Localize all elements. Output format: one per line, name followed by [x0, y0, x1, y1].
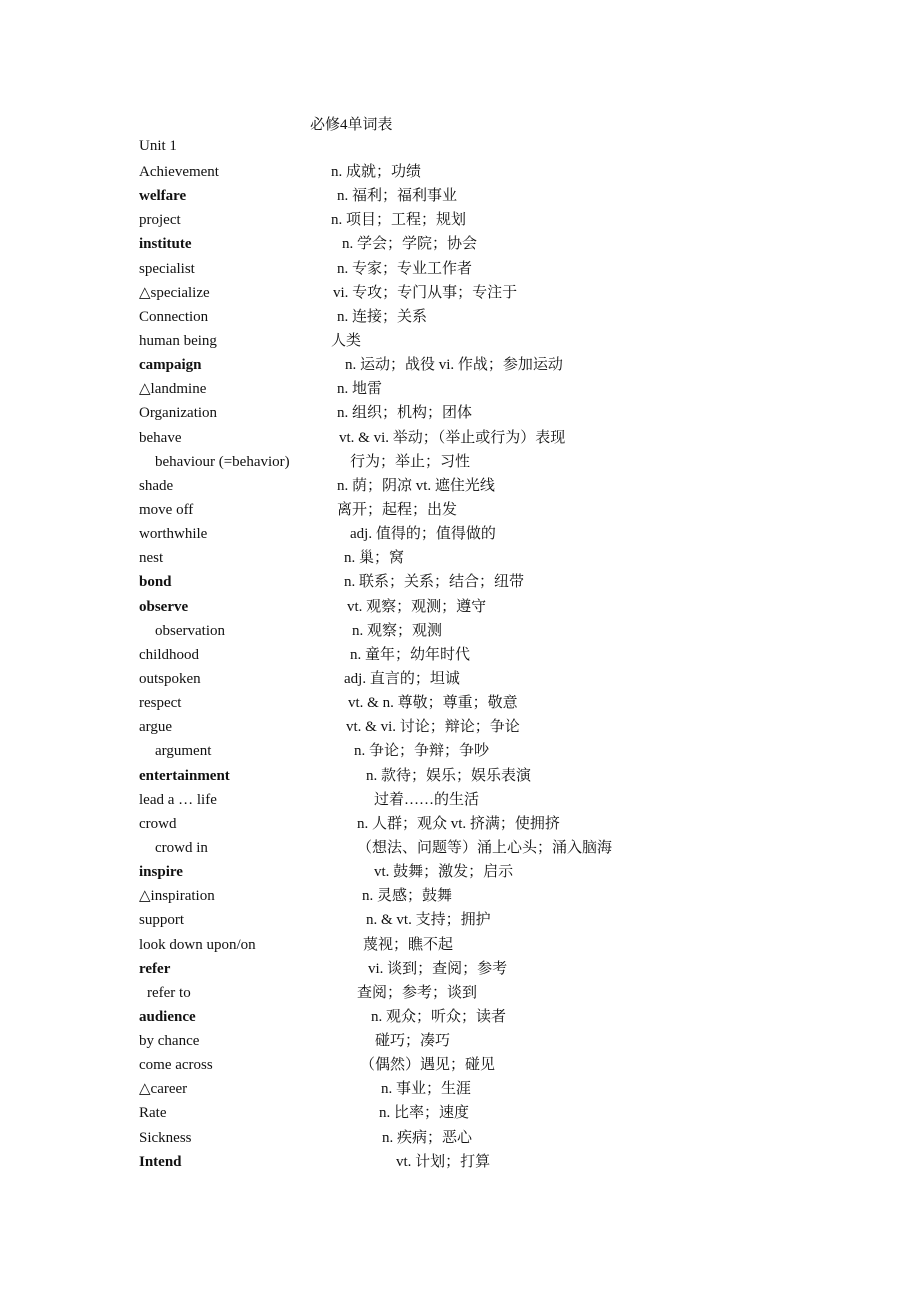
- vocab-row: [0, 1053, 920, 1077]
- vocab-word: audience: [139, 1008, 196, 1025]
- vocab-meaning: 查阅；参考；谈到: [357, 984, 478, 1001]
- vocab-row: [0, 619, 920, 643]
- vocab-row: [0, 450, 920, 474]
- vocab-meaning: vt. & vi. 举动；（举止或行为）表现: [339, 429, 566, 446]
- vocab-row: [0, 933, 920, 957]
- vocab-word: human being: [139, 332, 217, 349]
- vocabulary-list: [0, 160, 920, 1174]
- unit-heading: Unit 1: [139, 138, 177, 154]
- vocab-word: move off: [139, 501, 194, 518]
- vocab-word: outspoken: [139, 670, 201, 687]
- vocab-meaning: vt. 计划；打算: [396, 1153, 491, 1170]
- vocab-word: △specialize: [139, 284, 210, 301]
- vocab-meaning: n. 疾病；恶心: [382, 1129, 473, 1146]
- vocab-row: [0, 184, 920, 208]
- vocab-row: [0, 498, 920, 522]
- vocab-meaning: n. 联系；关系；结合；纽带: [344, 574, 525, 591]
- vocab-meaning: n. 巢；窝: [344, 550, 405, 567]
- vocab-word: shade: [139, 477, 174, 494]
- vocab-meaning: n. & vt. 支持；拥护: [366, 912, 491, 929]
- vocab-meaning: n. 观察；观测: [352, 622, 443, 639]
- vocab-word: crowd in: [155, 839, 208, 856]
- vocab-meaning: n. 项目；工程；规划: [331, 212, 467, 229]
- vocab-word: Sickness: [139, 1129, 192, 1146]
- vocab-row: [0, 595, 920, 619]
- vocab-word: support: [139, 912, 184, 929]
- vocab-word: look down upon/on: [139, 936, 256, 953]
- vocab-row: [0, 401, 920, 425]
- vocab-row: [0, 908, 920, 932]
- vocab-meaning: n. 连接；关系: [337, 308, 428, 325]
- vocab-word: Achievement: [139, 164, 219, 180]
- vocab-row: [0, 739, 920, 763]
- vocab-row: [0, 1077, 920, 1101]
- vocab-meaning: n. 款待；娱乐；娱乐表演: [366, 767, 532, 784]
- vocab-row: [0, 257, 920, 281]
- vocab-meaning: 碰巧；凑巧: [375, 1033, 451, 1050]
- vocab-word: refer: [139, 960, 171, 977]
- vocab-meaning: 离开；起程；出发: [337, 501, 458, 518]
- vocab-word: argument: [155, 743, 212, 760]
- vocab-meaning: n. 福利；福利事业: [337, 188, 458, 205]
- vocab-word: △inspiration: [139, 888, 215, 905]
- vocab-word: by chance: [139, 1033, 200, 1050]
- vocab-word: childhood: [139, 646, 199, 663]
- vocab-word: welfare: [139, 188, 187, 205]
- vocab-meaning: n. 学会；学院；协会: [342, 236, 478, 253]
- vocab-row: [0, 208, 920, 232]
- vocab-meaning: vi. 专攻；专门从事；专注于: [333, 284, 518, 301]
- vocab-row: [0, 1101, 920, 1125]
- vocab-row: [0, 1005, 920, 1029]
- vocab-word: refer to: [147, 984, 191, 1001]
- vocab-meaning: n. 灵感；鼓舞: [362, 888, 453, 905]
- vocab-word: respect: [139, 695, 182, 712]
- vocab-row: [0, 353, 920, 377]
- vocab-meaning: n. 童年；幼年时代: [350, 646, 471, 663]
- vocab-meaning: n. 运动；战役 vi. 作战；参加运动: [345, 357, 563, 374]
- vocab-meaning: vt. & vi. 讨论；辩论；争论: [346, 719, 520, 736]
- vocab-row: [0, 715, 920, 739]
- vocab-row: [0, 764, 920, 788]
- vocab-meaning: n. 地雷: [337, 381, 383, 398]
- vocab-word: observe: [139, 598, 189, 615]
- vocab-row: [0, 812, 920, 836]
- vocab-row: [0, 788, 920, 812]
- vocab-row: [0, 546, 920, 570]
- vocab-row: [0, 957, 920, 981]
- vocab-meaning: （想法、问题等）涌上心头；涌入脑海: [357, 839, 613, 856]
- vocab-row: [0, 667, 920, 691]
- vocab-word: argue: [139, 719, 173, 736]
- vocab-meaning: 蔑视；瞧不起: [363, 936, 454, 953]
- vocab-meaning: vt. 观察；观测；遵守: [347, 598, 487, 615]
- vocab-meaning: n. 成就；功绩: [331, 164, 422, 180]
- vocab-row: [0, 232, 920, 256]
- vocab-row: [0, 281, 920, 305]
- vocab-row: [0, 1150, 920, 1174]
- vocab-word: inspire: [139, 864, 183, 881]
- vocab-word: specialist: [139, 260, 195, 277]
- vocab-row: [0, 860, 920, 884]
- vocab-word: institute: [139, 236, 192, 253]
- vocab-meaning: vt. 鼓舞；激发；启示: [374, 864, 514, 881]
- vocab-word: Organization: [139, 405, 218, 422]
- vocab-row: [0, 643, 920, 667]
- vocab-word: observation: [155, 622, 225, 639]
- vocab-meaning: adj. 直言的；坦诚: [344, 670, 460, 687]
- vocab-meaning: 过着……的生活: [374, 791, 480, 808]
- vocab-word: Connection: [139, 308, 209, 325]
- vocab-meaning: n. 专家；专业工作者: [337, 260, 473, 277]
- vocab-word: behaviour (=behavior): [155, 453, 290, 470]
- vocab-row: [0, 160, 920, 184]
- vocab-word: nest: [139, 550, 164, 567]
- vocab-word: worthwhile: [139, 526, 208, 543]
- vocab-word: lead a … life: [139, 791, 217, 808]
- vocab-word: come across: [139, 1057, 213, 1074]
- vocab-word: behave: [139, 429, 182, 446]
- vocab-row: [0, 329, 920, 353]
- vocab-word: Intend: [139, 1153, 182, 1170]
- vocab-row: [0, 836, 920, 860]
- vocab-row: [0, 570, 920, 594]
- vocab-row: [0, 884, 920, 908]
- vocab-row: [0, 474, 920, 498]
- vocab-meaning: n. 观众；听众；读者: [371, 1008, 507, 1025]
- vocab-meaning: （偶然）遇见；碰见: [360, 1057, 496, 1074]
- vocab-meaning: 人类: [331, 332, 362, 349]
- vocab-meaning: n. 比率；速度: [379, 1105, 470, 1122]
- vocab-word: entertainment: [139, 767, 230, 784]
- vocab-row: [0, 691, 920, 715]
- vocab-row: [0, 1029, 920, 1053]
- page-title: 必修4单词表: [310, 117, 393, 133]
- vocab-word: crowd: [139, 815, 177, 832]
- vocab-meaning: n. 事业；生涯: [381, 1081, 472, 1098]
- vocab-word: project: [139, 212, 181, 229]
- vocab-word: Rate: [139, 1105, 167, 1122]
- vocab-meaning: vi. 谈到；查阅；参考: [368, 960, 508, 977]
- vocab-word: campaign: [139, 357, 202, 374]
- vocab-word: bond: [139, 574, 172, 591]
- vocab-meaning: n. 争论；争辩；争吵: [354, 743, 490, 760]
- vocab-meaning: n. 人群；观众 vt. 挤满；使拥挤: [357, 815, 560, 832]
- vocab-row: [0, 1126, 920, 1150]
- vocab-word: △career: [139, 1081, 188, 1098]
- vocab-meaning: 行为；举止；习性: [350, 453, 471, 470]
- vocab-meaning: adj. 值得的；值得做的: [350, 526, 496, 543]
- vocab-row: [0, 305, 920, 329]
- vocab-meaning: n. 组织；机构；团体: [337, 405, 473, 422]
- vocab-word: △landmine: [139, 381, 207, 398]
- vocab-row: [0, 981, 920, 1005]
- vocab-row: [0, 377, 920, 401]
- vocab-meaning: vt. & n. 尊敬；尊重；敬意: [348, 695, 518, 712]
- vocab-meaning: n. 荫；阴凉 vt. 遮住光线: [337, 477, 495, 494]
- vocab-row: [0, 522, 920, 546]
- vocab-row: [0, 426, 920, 450]
